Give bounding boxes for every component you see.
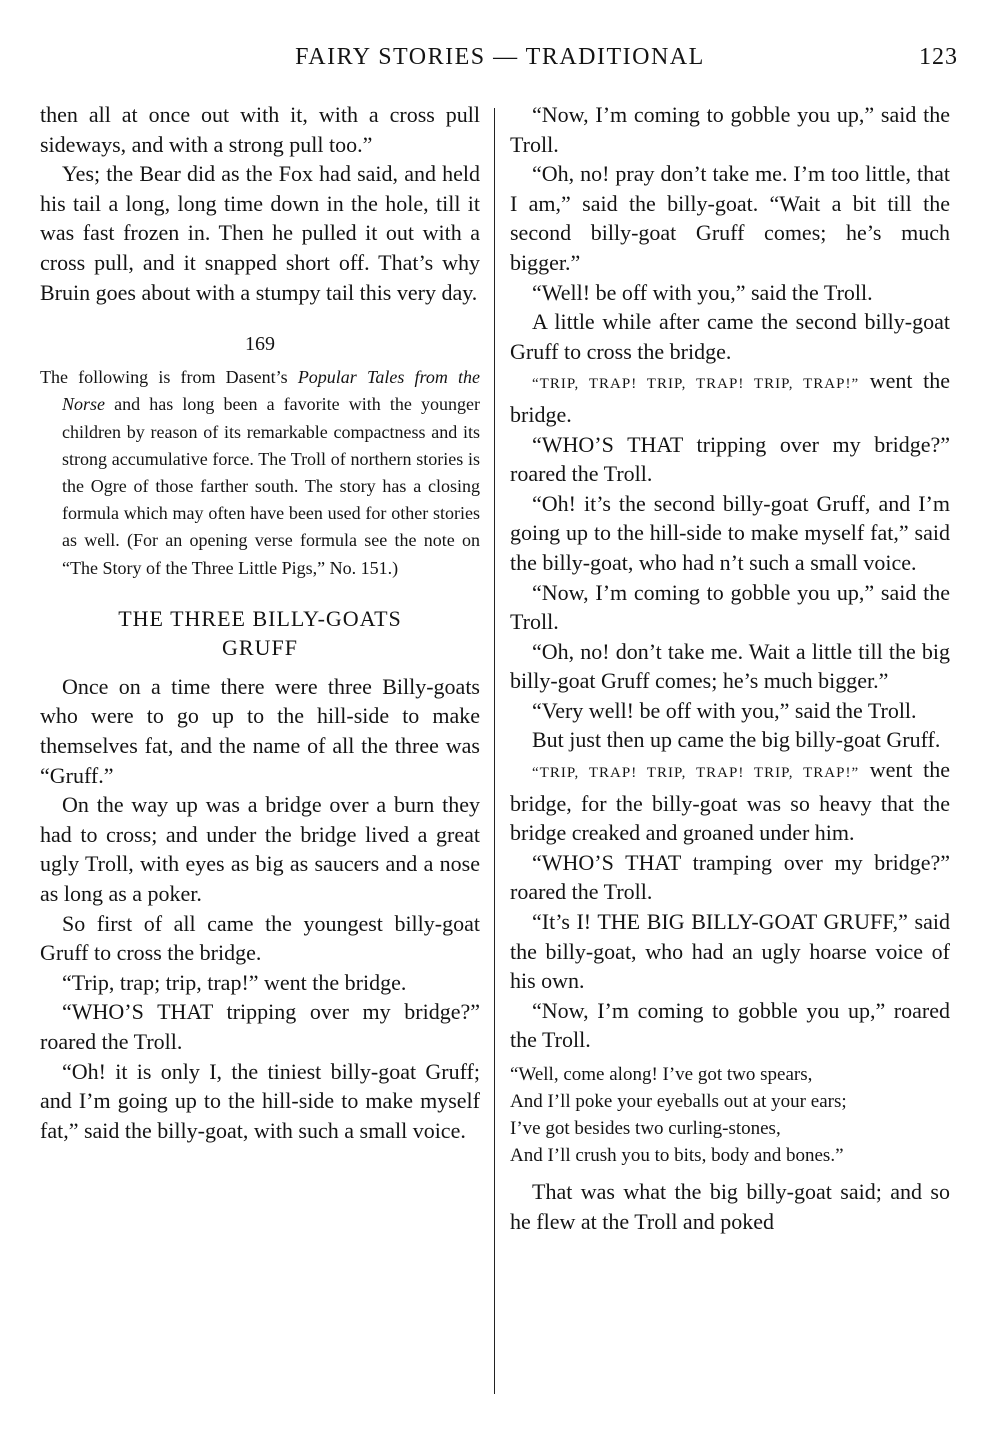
note-text: The following is from Dasent’s <box>40 367 298 388</box>
paragraph-text: went the bridge. <box>510 368 950 427</box>
story-title-line: GRUFF <box>222 634 298 660</box>
paragraph: “Oh, no! don’t take me. Wait a little till the big billy-goat Gruff comes; he’s much bigger.” <box>510 638 950 694</box>
verse-line: And I’ll crush you to bits, body and bones.” <box>510 1145 844 1166</box>
paragraph <box>510 366 950 429</box>
sound-effect: “TRIP, TRAP! TRIP, TRAP! TRIP, TRAP!” <box>532 765 860 782</box>
paragraph: “WHO’S THAT tramping over my bridge?” roared the Troll. <box>510 849 950 905</box>
editor-note <box>40 364 480 582</box>
paragraph: A little while after came the second billy-goat Gruff to cross the bridge. <box>510 309 950 364</box>
paragraph: “Trip, trap; trip, trap!” went the bridge. <box>62 969 407 995</box>
paragraph: “Now, I’m coming to gobble you up,” said the Troll. <box>510 579 950 635</box>
book-title: Popular Tales from the Norse <box>62 367 480 415</box>
column-divider <box>494 108 495 1394</box>
paragraph: “WHO’S THAT tripping over my bridge?” roared the Troll. <box>40 999 480 1054</box>
paragraph: “It’s I! THE BIG BILLY-GOAT GRUFF,” said the billy-goat, who had an ugly hoarse voice of his own. <box>510 909 950 994</box>
paragraph: But just then up came the big billy-goat Gruff. <box>532 727 941 753</box>
paragraph: “Now, I’m coming to gobble you up,” said the Troll. <box>510 102 950 157</box>
paragraph: “Now, I’m coming to gobble you up,” roared the Troll. <box>510 997 950 1053</box>
paragraph: On the way up was a bridge over a burn they had to cross; and under the bridge lived a great ugly Troll, with eyes as big as saucers and a nose as long as a poker. <box>40 792 480 906</box>
running-title: FAIRY STORIES — TRADITIONAL <box>295 44 705 70</box>
verse-line: I’ve got besides two curling-stones, <box>510 1118 781 1139</box>
paragraph: So first of all came the youngest billy-goat Gruff to cross the bridge. <box>40 910 480 966</box>
page-number: 123 <box>919 44 958 70</box>
paragraph: then all at once out with it, with a cross pull sideways, and with a strong pull too.” <box>40 102 480 157</box>
paragraph: “WHO’S THAT tripping over my bridge?” roared the Troll. <box>510 431 950 487</box>
verse <box>510 1061 950 1169</box>
paragraph: Once on a time there were three Billy-goats who were to go up to the hill-side to make themselves fat, and the name of all the three was “Gruff.” <box>40 673 480 788</box>
paragraph <box>510 755 950 848</box>
story-title <box>40 604 480 662</box>
story-number: 169 <box>245 333 275 356</box>
paragraph: “Well! be off with you,” said the Troll. <box>532 279 873 305</box>
story-title-line: THE THREE BILLY-GOATS <box>118 605 402 631</box>
right-column <box>510 100 950 1236</box>
verse-line: And I’ll poke your eyeballs out at your ears; <box>510 1091 847 1112</box>
paragraph: “Very well! be off with you,” said the Troll. <box>532 697 917 723</box>
sound-effect: “TRIP, TRAP! TRIP, TRAP! TRIP, TRAP!” <box>532 376 860 393</box>
running-header <box>0 44 1000 76</box>
paragraph: “Oh, no! pray don’t take me. I’m too little, that I am,” said the billy-goat. “Wait a bit till the second billy-goat Gruff comes; he’s much bigger.” <box>510 161 950 275</box>
note-text: and has long been a favorite with the younger children by reason of its remarkable compactness and its strong accumulative force. The Troll of northern stories is the Ogre of those farther south. The story has a closing formula which may often have been used for other stories as well. (For an opening verse formula see the note on “The Story of the Three Little Pigs,” No. 151.) <box>62 394 480 578</box>
paragraph: “Oh! it is only I, the tiniest billy-goat Gruff; and I’m going up to the hill-side to make myself fat,” said the billy-goat, with such a small voice. <box>40 1058 480 1143</box>
paragraph-text: went the bridge, for the billy-goat was so heavy that the bridge creaked and groaned under him. <box>510 757 950 846</box>
paragraph: “Oh! it’s the second billy-goat Gruff, and I’m going up to the hill-side to make myself fat,” said the billy-goat, who had n’t such a small voice. <box>510 490 950 575</box>
left-column <box>40 100 480 1145</box>
paragraph: That was what the big billy-goat said; and so he flew at the Troll and poked <box>510 1179 950 1234</box>
verse-line: “Well, come along! I’ve got two spears, <box>510 1064 813 1085</box>
paragraph: Yes; the Bear did as the Fox had said, and held his tail a long, long time down in the hole, till it was fast frozen in. Then he pulled it out with a cross pull, and it snapped short off. That’s why Bruin goes about with a stumpy tail this very day. <box>40 161 480 305</box>
